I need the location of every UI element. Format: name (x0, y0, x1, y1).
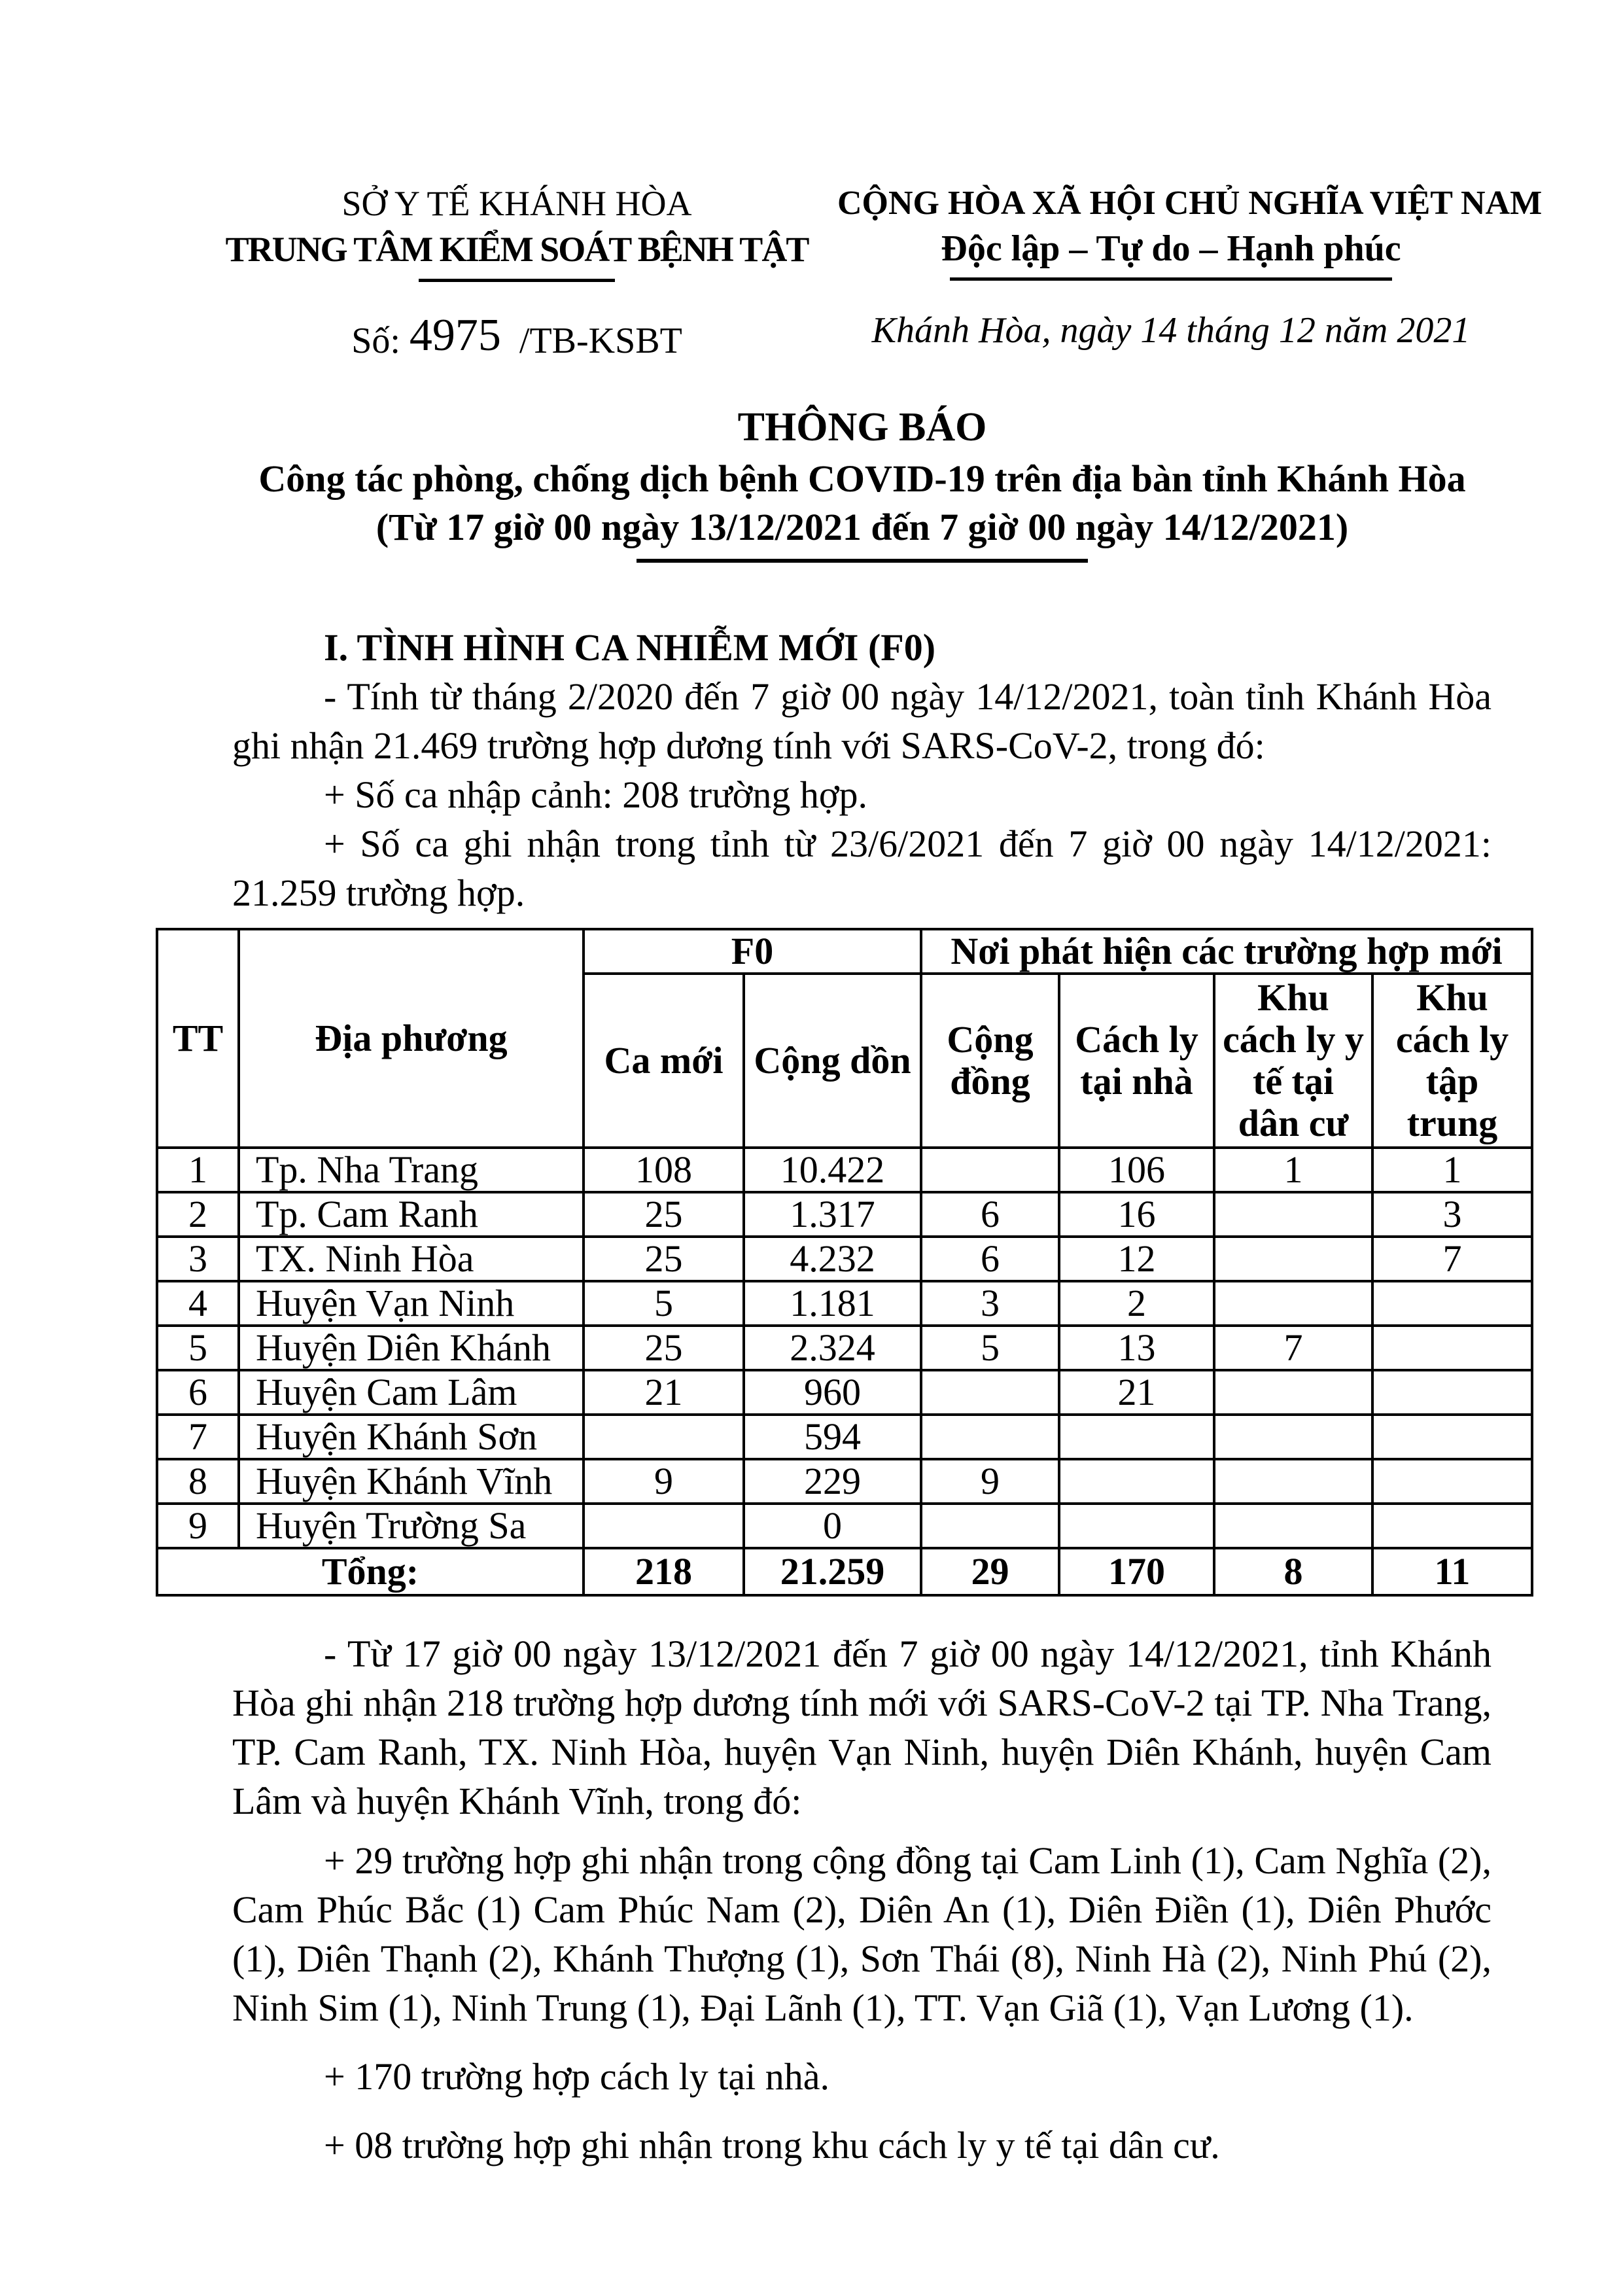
cell-location: Huyện Cam Lâm (239, 1370, 584, 1415)
cell-cumulative: 10.422 (744, 1148, 921, 1192)
paragraph-imported-cases: + Số ca nhập cảnh: 208 trường hợp. (324, 773, 868, 816)
cell-home-quarantine: 16 (1059, 1192, 1214, 1237)
total-medical-zone: 8 (1214, 1548, 1372, 1595)
cell-new-cases: 25 (584, 1326, 744, 1370)
cell-new-cases: 21 (584, 1370, 744, 1415)
place-date: Khánh Hòa, ngày 14 tháng 12 năm 2021 (871, 310, 1471, 351)
column-header-cumulative: Cộng dồn (744, 974, 921, 1148)
cell-new-cases: 5 (584, 1281, 744, 1326)
total-cumulative: 21.259 (744, 1548, 921, 1595)
cell-location: Huyện Khánh Vĩnh (239, 1459, 584, 1504)
cell-central-quarantine: 3 (1372, 1192, 1532, 1237)
cell-community: 3 (921, 1281, 1059, 1326)
document-number-suffix: /TB-KSBT (519, 321, 682, 361)
national-motto-line2: Độc lập – Tự do – Hạnh phúc (941, 228, 1401, 269)
cell-cumulative: 960 (744, 1370, 921, 1415)
paragraph-domestic-cases: + Số ca ghi nhận trong tỉnh từ 23/6/2021 đến 7 giờ 00 ngày 14/12/2021: 21.259 trường hợp. (232, 822, 1492, 914)
cell-central-quarantine (1372, 1459, 1532, 1504)
cell-location: Huyện Trường Sa (239, 1504, 584, 1548)
column-header-home-quarantine: Cách ly tại nhà (1059, 974, 1214, 1148)
cell-home-quarantine: 13 (1059, 1326, 1214, 1370)
cell-location: Huyện Diên Khánh (239, 1326, 584, 1370)
document-letterhead (222, 182, 1543, 364)
column-header-medical-zone: Khu cách ly y tế tại dân cư (1214, 974, 1372, 1148)
total-home-quarantine: 170 (1059, 1548, 1214, 1595)
cell-home-quarantine: 12 (1059, 1237, 1214, 1281)
cell-medical-zone (1214, 1415, 1372, 1459)
document-title: THÔNG BÁO (737, 405, 987, 450)
cell-home-quarantine: 21 (1059, 1370, 1214, 1415)
motto-underline (950, 277, 1392, 281)
paragraph-home-quarantine: + 170 trường hợp cách ly tại nhà. (324, 2055, 829, 2098)
cell-medical-zone (1214, 1281, 1372, 1326)
cell-tt: 6 (157, 1370, 239, 1415)
table-row (157, 1415, 1532, 1459)
cell-location: Tp. Cam Ranh (239, 1192, 584, 1237)
national-block (837, 182, 1543, 364)
paragraph-overview: - Tính từ tháng 2/2020 đến 7 giờ 00 ngày 14/12/2021, toàn tỉnh Khánh Hòa ghi nhận 21.469 trường hợp dương tính với SARS-CoV-2, trong đó: (232, 675, 1492, 767)
table-row (157, 1237, 1532, 1281)
cell-home-quarantine (1059, 1504, 1214, 1548)
cell-tt: 9 (157, 1504, 239, 1548)
cell-location: Tp. Nha Trang (239, 1148, 584, 1192)
cell-medical-zone: 1 (1214, 1148, 1372, 1192)
document-number-line (222, 312, 811, 364)
cell-new-cases: 25 (584, 1237, 744, 1281)
document-period: (Từ 17 giờ 00 ngày 13/12/2021 đến 7 giờ 00 ngày 14/12/2021) (375, 506, 1349, 548)
cell-central-quarantine (1372, 1326, 1532, 1370)
cell-tt: 8 (157, 1459, 239, 1504)
cell-community (921, 1148, 1059, 1192)
cell-cumulative: 229 (744, 1459, 921, 1504)
issuer-org: TRUNG TÂM KIỂM SOÁT BỆNH TẬT (225, 230, 809, 269)
cell-central-quarantine (1372, 1504, 1532, 1548)
cell-tt: 5 (157, 1326, 239, 1370)
cell-new-cases (584, 1415, 744, 1459)
cell-cumulative: 2.324 (744, 1326, 921, 1370)
cell-tt: 1 (157, 1148, 239, 1192)
column-header-new-cases: Ca mới (584, 974, 744, 1148)
cell-home-quarantine (1059, 1459, 1214, 1504)
table-row (157, 1370, 1532, 1415)
table-row (157, 1504, 1532, 1548)
cell-home-quarantine (1059, 1415, 1214, 1459)
table-header-group-row (157, 929, 1532, 974)
column-header-tt: TT (157, 929, 239, 1148)
issuer-block (222, 182, 811, 364)
national-motto-line1: CỘNG HÒA XÃ HỘI CHỦ NGHĨA VIỆT NAM (837, 185, 1543, 222)
cell-cumulative: 594 (744, 1415, 921, 1459)
table-row (157, 1148, 1532, 1192)
cell-cumulative: 1.181 (744, 1281, 921, 1326)
table-row (157, 1281, 1532, 1326)
title-block (182, 400, 1543, 563)
cell-community: 6 (921, 1192, 1059, 1237)
column-group-detection-place: Nơi phát hiện các trường hợp mới (921, 929, 1532, 974)
paragraph-community-detail: + 29 trường hợp ghi nhận trong cộng đồng tại Cam Linh (1), Cam Nghĩa (2), Cam Phúc Bắc (1) Cam Phúc Nam (2), Diên An (1), Diên Điền (1), Diên Phước (1), Diên Thạnh (2), Khánh Thượng (1), Sơn Thái (8), Ninh Hà (2), Ninh Phú (2), Ninh Sim (1), Ninh Trung (1), Đại Lãnh (1), TT. Vạn Giã (1), Vạn Lương (1). (232, 1839, 1492, 2029)
cell-community: 5 (921, 1326, 1059, 1370)
cell-central-quarantine: 1 (1372, 1148, 1532, 1192)
document-number-label: Số: (351, 321, 400, 361)
column-header-community: Cộng đồng (921, 974, 1059, 1148)
cell-tt: 2 (157, 1192, 239, 1237)
cell-cumulative: 4.232 (744, 1237, 921, 1281)
cell-cumulative: 1.317 (744, 1192, 921, 1237)
total-new-cases: 218 (584, 1548, 744, 1595)
table-row (157, 1326, 1532, 1370)
total-label: Tổng: (157, 1548, 584, 1595)
table-row (157, 1459, 1532, 1504)
cell-community (921, 1415, 1059, 1459)
paragraph-medical-zone: + 08 trường hợp ghi nhận trong khu cách ly y tế tại dân cư. (324, 2124, 1220, 2166)
title-underline (637, 559, 1088, 563)
document-body (172, 623, 1509, 2170)
cell-medical-zone (1214, 1370, 1372, 1415)
cell-medical-zone: 7 (1214, 1326, 1372, 1370)
cell-new-cases: 108 (584, 1148, 744, 1192)
document-subtitle: Công tác phòng, chống dịch bệnh COVID-19 trên địa bàn tỉnh Khánh Hòa (258, 457, 1466, 500)
column-header-location: Địa phương (239, 929, 584, 1148)
cell-central-quarantine (1372, 1370, 1532, 1415)
cell-community: 6 (921, 1237, 1059, 1281)
issuer-underline (419, 279, 615, 282)
cell-new-cases: 25 (584, 1192, 744, 1237)
cell-central-quarantine: 7 (1372, 1237, 1532, 1281)
cell-cumulative: 0 (744, 1504, 921, 1548)
cell-tt: 3 (157, 1237, 239, 1281)
cell-medical-zone (1214, 1237, 1372, 1281)
cell-tt: 4 (157, 1281, 239, 1326)
cell-community (921, 1370, 1059, 1415)
cell-community (921, 1504, 1059, 1548)
document-number-value: 4975 (409, 310, 501, 361)
total-community: 29 (921, 1548, 1059, 1595)
cell-medical-zone (1214, 1504, 1372, 1548)
cell-new-cases (584, 1504, 744, 1548)
cell-location: TX. Ninh Hòa (239, 1237, 584, 1281)
cell-location: Huyện Khánh Sơn (239, 1415, 584, 1459)
cell-home-quarantine: 106 (1059, 1148, 1214, 1192)
cell-community: 9 (921, 1459, 1059, 1504)
covid-cases-table (156, 928, 1533, 1597)
cell-tt: 7 (157, 1415, 239, 1459)
column-group-f0: F0 (584, 929, 921, 974)
cell-central-quarantine (1372, 1281, 1532, 1326)
column-header-central-quarantine: Khu cách ly tập trung (1372, 974, 1532, 1148)
cell-central-quarantine (1372, 1415, 1532, 1459)
section-heading: I. TÌNH HÌNH CA NHIỄM MỚI (F0) (324, 626, 936, 669)
total-central-quarantine: 11 (1372, 1548, 1532, 1595)
issuer-parent-org: SỞ Y TẾ KHÁNH HÒA (341, 184, 692, 223)
cell-new-cases: 9 (584, 1459, 744, 1504)
cell-medical-zone (1214, 1192, 1372, 1237)
cell-home-quarantine: 2 (1059, 1281, 1214, 1326)
cell-medical-zone (1214, 1459, 1372, 1504)
table-row (157, 1192, 1532, 1237)
paragraph-new-day-summary: - Từ 17 giờ 00 ngày 13/12/2021 đến 7 giờ 00 ngày 14/12/2021, tỉnh Khánh Hòa ghi nhận 218 trường hợp dương tính mới với SARS-CoV-2 tại TP. Nha Trang, TP. Cam Ranh, TX. Ninh Hòa, huyện Vạn Ninh, huyện Diên Khánh, huyện Cam Lâm và huyện Khánh Vĩnh, trong đó: (232, 1633, 1492, 1822)
table-total-row (157, 1548, 1532, 1595)
cell-location: Huyện Vạn Ninh (239, 1281, 584, 1326)
